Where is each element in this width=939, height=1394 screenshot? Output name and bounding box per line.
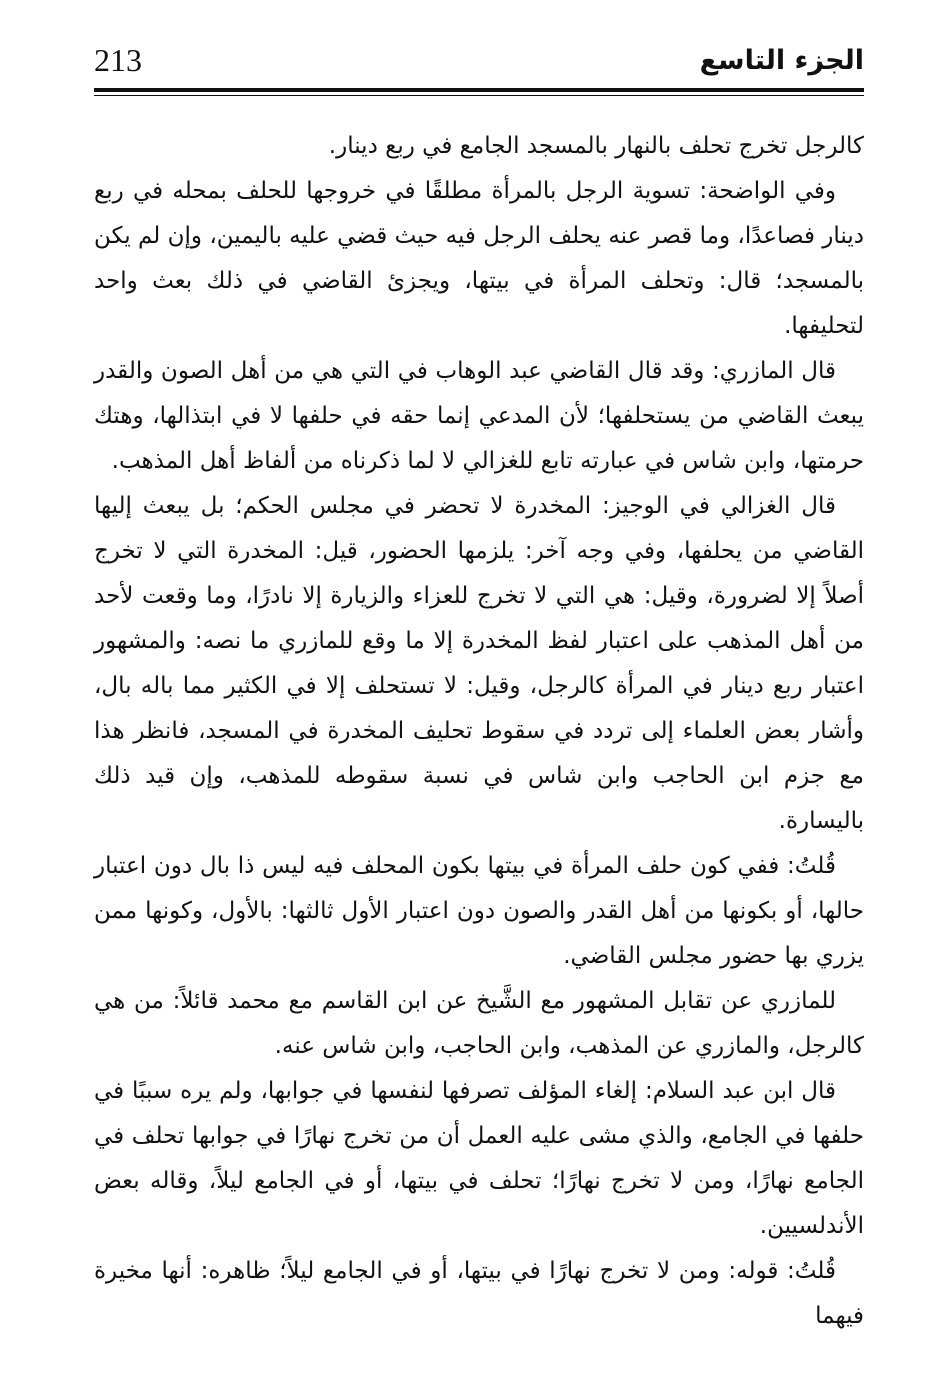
running-title: الجزء التاسع	[699, 45, 864, 76]
paragraph: للمازري عن تقابل المشهور مع الشَّيخ عن ابن القاسم مع محمد قائلاً: من هي كالرجل، والمازري عن المذهب، وابن الحاجب، وابن شاس عنه.	[94, 988, 864, 1059]
page-number: 213	[94, 42, 142, 78]
header-rule-thin	[94, 95, 864, 96]
paragraph-continuation: كالرجل تخرج تحلف بالنهار بالمسجد الجامع في ربع دينار.	[328, 133, 864, 159]
paragraph: قال ابن عبد السلام: إلغاء المؤلف تصرفها لنفسها في جوابها، ولم يره سببًا في حلفها في الجامع، والذي مشى عليه العمل أن من تخرج نهارًا في جوابها تحلف في الجامع نهارًا، ومن لا تخرج نهارًا؛ تحلف في بيتها، أو في الجامع ليلاً، وقاله بعض الأندلسيين.	[94, 1078, 864, 1239]
paragraph: قُلتُ: ففي كون حلف المرأة في بيتها بكون المحلف فيه ليس ذا بال دون اعتبار حالها، أو بكونها من أهل القدر والصون دون اعتبار الأول ثالثها: بالأول، وكونها ممن يزري بها حضور مجلس القاضي.	[94, 853, 864, 969]
paragraph: وفي الواضحة: تسوية الرجل بالمرأة مطلقًا في خروجها للحلف بمحله في ربع دينار فصاعدًا، وما قصر عنه يحلف الرجل فيه حيث قضي عليه باليمين، وإن لم يكن بالمسجد؛ قال: وتحلف المرأة في بيتها، ويجزئ القاضي في ذلك بعث واحد لتحليفها.	[94, 178, 864, 339]
body-text	[94, 124, 864, 1339]
paragraph: قال الغزالي في الوجيز: المخدرة لا تحضر في مجلس الحكم؛ بل يبعث إليها القاضي من يحلفها، وفي وجه آخر: يلزمها الحضور، قيل: المخدرة التي لا تخرج أصلاً إلا لضرورة، وقيل: هي التي لا تخرج للعزاء والزيارة إلا نادرًا، وما وقعت لأحد من أهل المذهب على اعتبار لفظ المخدرة إلا ما وقع للمازري ما نصه: والمشهور اعتبار ربع دينار في المرأة كالرجل، وقيل: لا تستحلف إلا في الكثير مما باله بال، وأشار بعض العلماء إلى تردد في سقوط تحليف المخدرة في المسجد، فانظر هذا مع جزم ابن الحاجب وابن شاس في نسبة سقوطه للمذهب، وإن قيد ذلك باليسارة.	[94, 493, 864, 834]
header-rule-thick	[94, 88, 864, 92]
page-header	[94, 38, 864, 94]
paragraph: قُلتُ: قوله: ومن لا تخرج نهارًا في بيتها، أو في الجامع ليلاً؛ ظاهره: أنها مخيرة فيهما	[94, 1258, 864, 1329]
paragraph: قال المازري: وقد قال القاضي عبد الوهاب في التي هي من أهل الصون والقدر يبعث القاضي من يستحلفها؛ لأن المدعي إنما حقه في حلفها لا في ابتذالها، وهتك حرمتها، وابن شاس في عبارته تابع للغزالي لا لما ذكرناه من ألفاظ أهل المذهب.	[94, 358, 864, 474]
